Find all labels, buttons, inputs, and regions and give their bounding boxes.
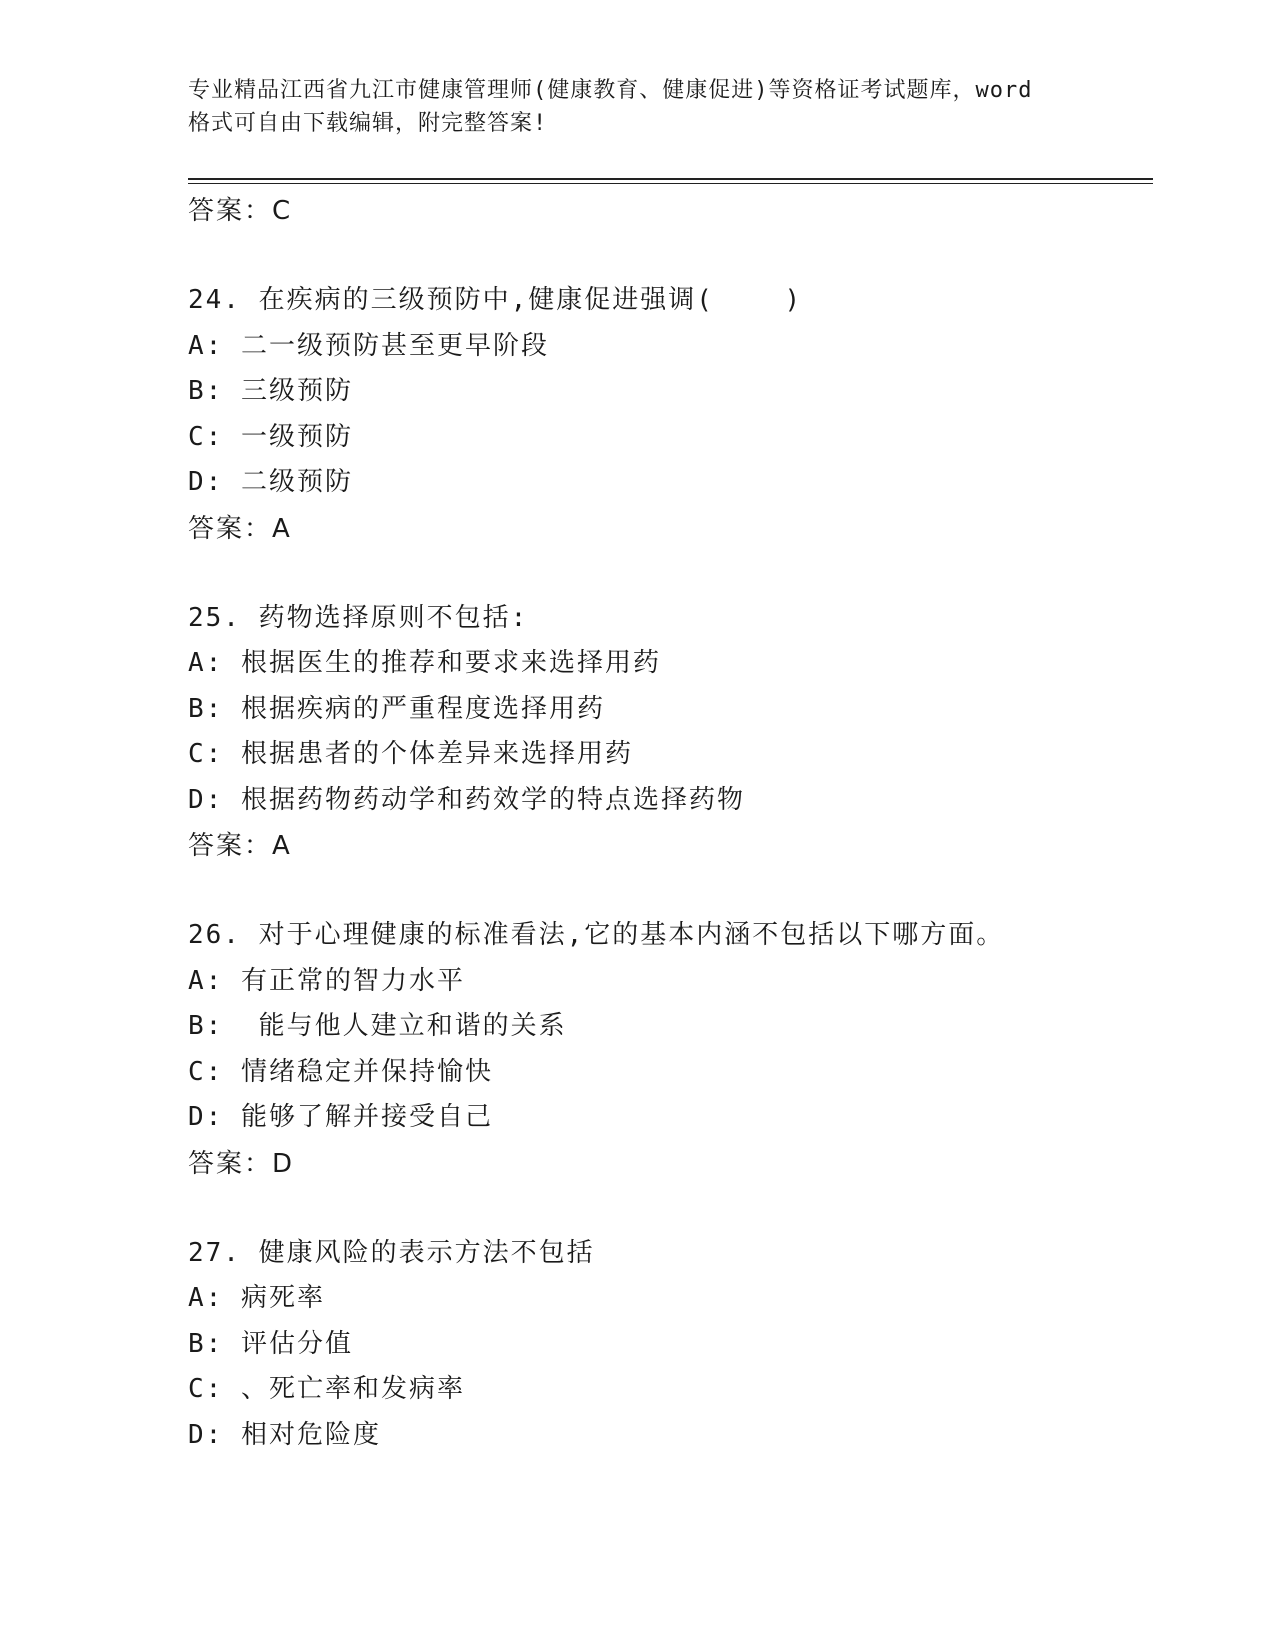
option-c: C: 情绪稳定并保持愉快 — [188, 1056, 493, 1087]
header-rule-thin — [188, 183, 1153, 184]
question-title: 27. 健康风险的表示方法不包括 — [188, 1237, 595, 1268]
question-title: 25. 药物选择原则不包括: — [188, 602, 529, 633]
option-b: B: 能与他人建立和谐的关系 — [188, 1011, 567, 1041]
previous-answer: 答案：C — [188, 196, 293, 226]
header-line-2: 格式可自由下载编辑，附完整答案! — [188, 111, 548, 136]
question-title: 24. 在疾病的三级预防中,健康促进强调( ) — [188, 285, 803, 315]
question-25 — [188, 596, 1148, 870]
option-d: D: 根据药物药动学和药效学的特点选择药物 — [188, 784, 745, 815]
header-line-1: 专业精品江西省九江市健康管理师(健康教育、健康促进)等资格证考试题库，word — [188, 78, 1033, 103]
option-c: C: 、死亡率和发病率 — [188, 1374, 465, 1404]
option-d: D: 相对危险度 — [188, 1419, 381, 1450]
question-26 — [188, 913, 1148, 1187]
question-list — [188, 188, 1148, 1458]
option-b: B: 根据疾病的严重程度选择用药 — [188, 693, 605, 724]
answer-line: 答案：A — [188, 513, 292, 544]
option-d: D: 二级预防 — [188, 467, 353, 497]
option-a: A: 根据医生的推荐和要求来选择用药 — [188, 648, 661, 678]
option-a: A: 有正常的智力水平 — [188, 965, 465, 996]
option-c: C: 一级预防 — [188, 421, 353, 452]
option-d: D: 能够了解并接受自己 — [188, 1102, 493, 1132]
option-a: A: 病死率 — [188, 1283, 325, 1313]
option-b: B: 评估分值 — [188, 1328, 353, 1359]
question-24 — [188, 278, 1148, 552]
question-title: 26. 对于心理健康的标准看法,它的基本内涵不包括以下哪方面。 — [188, 920, 1005, 950]
option-a: A: 二一级预防甚至更早阶段 — [188, 330, 549, 361]
answer-line: 答案：A — [188, 831, 292, 861]
header-rule-thick — [188, 178, 1153, 180]
option-c: C: 根据患者的个体差异来选择用药 — [188, 739, 633, 769]
page-header — [188, 74, 1128, 140]
question-27 — [188, 1231, 1148, 1459]
answer-line: 答案：D — [188, 1148, 295, 1179]
option-b: B: 三级预防 — [188, 376, 353, 406]
